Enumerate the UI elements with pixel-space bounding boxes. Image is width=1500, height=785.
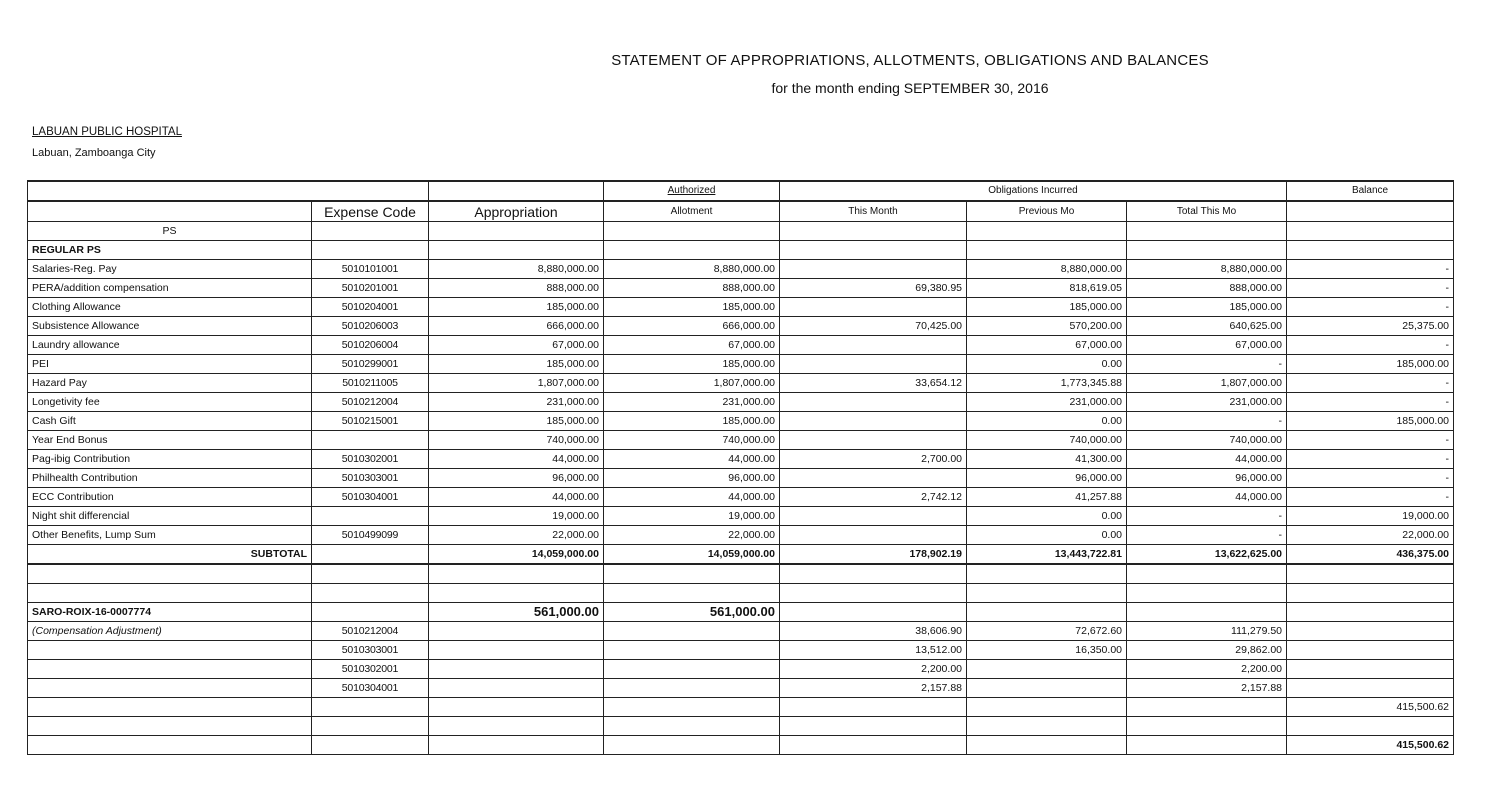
row-this-month	[780, 431, 967, 450]
section-regular-ps: REGULAR PS	[28, 241, 312, 260]
table-row	[28, 412, 1454, 431]
saro-previous: 16,350.00	[967, 641, 1127, 660]
row-balance: 19,000.00	[1287, 507, 1454, 526]
saro-subtitle: (Compensation Adjustment)	[28, 622, 312, 641]
row-appropriation: 740,000.00	[429, 431, 604, 450]
row-previous-mo: 185,000.00	[967, 298, 1127, 317]
saro-balance-row	[28, 698, 1454, 717]
row-balance: -	[1287, 260, 1454, 279]
row-this-month	[780, 336, 967, 355]
row-total-this-mo: -	[1127, 355, 1287, 374]
blank-row	[28, 584, 1454, 603]
row-name: Hazard Pay	[28, 374, 312, 393]
row-expense-code: 5010101001	[312, 260, 429, 279]
row-appropriation: 8,880,000.00	[429, 260, 604, 279]
row-previous-mo: 0.00	[967, 526, 1127, 545]
row-previous-mo: 96,000.00	[967, 469, 1127, 488]
row-previous-mo: 67,000.00	[967, 336, 1127, 355]
subtotal-allotment: 14,059,000.00	[604, 545, 780, 565]
header-total-this-mo: Total This Mo	[1127, 201, 1287, 222]
saro-this-month: 2,157.88	[780, 679, 967, 698]
saro-total: 29,862.00	[1127, 641, 1287, 660]
saro-this-month: 2,200.00	[780, 660, 967, 679]
row-appropriation: 67,000.00	[429, 336, 604, 355]
row-previous-mo: 740,000.00	[967, 431, 1127, 450]
saro-footer-row	[28, 736, 1454, 755]
row-expense-code: 5010302001	[312, 450, 429, 469]
row-expense-code: 5010303001	[312, 469, 429, 488]
saro-previous	[967, 660, 1127, 679]
row-previous-mo: 0.00	[967, 412, 1127, 431]
saro-detail-row	[28, 641, 1454, 660]
saro-code: 5010304001	[312, 679, 429, 698]
row-name: Longetivity fee	[28, 393, 312, 412]
table-row	[28, 374, 1454, 393]
table-row	[28, 431, 1454, 450]
row-allotment: 96,000.00	[604, 469, 780, 488]
row-this-month: 2,742.12	[780, 488, 967, 507]
row-total-this-mo: 231,000.00	[1127, 393, 1287, 412]
row-allotment: 8,880,000.00	[604, 260, 780, 279]
section-row-ps	[28, 222, 1454, 241]
row-appropriation: 185,000.00	[429, 412, 604, 431]
row-appropriation: 22,000.00	[429, 526, 604, 545]
row-balance: -	[1287, 374, 1454, 393]
header-this-month: This Month	[780, 201, 967, 222]
row-appropriation: 19,000.00	[429, 507, 604, 526]
table-row	[28, 526, 1454, 545]
row-this-month	[780, 298, 967, 317]
row-previous-mo: 570,200.00	[967, 317, 1127, 336]
row-this-month	[780, 355, 967, 374]
row-balance: -	[1287, 336, 1454, 355]
row-allotment: 666,000.00	[604, 317, 780, 336]
header-row-1	[28, 181, 1454, 201]
section-ps: PS	[28, 222, 312, 241]
row-appropriation: 96,000.00	[429, 469, 604, 488]
row-name: Year End Bonus	[28, 431, 312, 450]
row-allotment: 740,000.00	[604, 431, 780, 450]
blank-row	[28, 717, 1454, 736]
row-balance: 185,000.00	[1287, 355, 1454, 374]
saro-footer-balance: 415,500.62	[1287, 736, 1454, 755]
row-total-this-mo: 44,000.00	[1127, 488, 1287, 507]
row-name: Cash Gift	[28, 412, 312, 431]
row-allotment: 185,000.00	[604, 412, 780, 431]
line-items	[28, 260, 1454, 545]
row-allotment: 44,000.00	[604, 488, 780, 507]
row-appropriation: 185,000.00	[429, 298, 604, 317]
row-name: Other Benefits, Lump Sum	[28, 526, 312, 545]
row-expense-code: 5010499099	[312, 526, 429, 545]
table-row	[28, 317, 1454, 336]
header-obligations-incurred: Obligations Incurred	[780, 181, 1287, 201]
saro-detail-row	[28, 679, 1454, 698]
row-balance: -	[1287, 279, 1454, 298]
row-balance: -	[1287, 431, 1454, 450]
row-total-this-mo: 8,880,000.00	[1127, 260, 1287, 279]
row-allotment: 185,000.00	[604, 355, 780, 374]
row-allotment: 19,000.00	[604, 507, 780, 526]
table-row	[28, 279, 1454, 298]
row-allotment: 185,000.00	[604, 298, 780, 317]
row-previous-mo: 41,257.88	[967, 488, 1127, 507]
row-previous-mo: 41,300.00	[967, 450, 1127, 469]
row-balance: -	[1287, 488, 1454, 507]
saro-total: 2,200.00	[1127, 660, 1287, 679]
saro-this-month: 38,606.90	[780, 622, 967, 641]
row-total-this-mo: 185,000.00	[1127, 298, 1287, 317]
row-total-this-mo: 1,807,000.00	[1127, 374, 1287, 393]
row-balance: -	[1287, 450, 1454, 469]
row-this-month	[780, 393, 967, 412]
table-row	[28, 298, 1454, 317]
row-expense-code: 5010206004	[312, 336, 429, 355]
table-row	[28, 469, 1454, 488]
subtotal-balance: 436,375.00	[1287, 545, 1454, 565]
saro-code: 5010212004	[312, 622, 429, 641]
row-total-this-mo: 44,000.00	[1127, 450, 1287, 469]
row-balance: -	[1287, 393, 1454, 412]
row-expense-code: 5010215001	[312, 412, 429, 431]
saro-detail-row	[28, 660, 1454, 679]
row-balance: -	[1287, 469, 1454, 488]
row-previous-mo: 231,000.00	[967, 393, 1127, 412]
row-balance: 22,000.00	[1287, 526, 1454, 545]
row-total-this-mo: -	[1127, 507, 1287, 526]
row-total-this-mo: -	[1127, 412, 1287, 431]
table-row	[28, 488, 1454, 507]
row-total-this-mo: 740,000.00	[1127, 431, 1287, 450]
row-expense-code: 5010299001	[312, 355, 429, 374]
row-allotment: 1,807,000.00	[604, 374, 780, 393]
subtotal-this-month: 178,902.19	[780, 545, 967, 565]
row-this-month: 33,654.12	[780, 374, 967, 393]
row-total-this-mo: -	[1127, 526, 1287, 545]
row-allotment: 888,000.00	[604, 279, 780, 298]
row-name: Salaries-Reg. Pay	[28, 260, 312, 279]
row-this-month: 2,700.00	[780, 450, 967, 469]
row-name: PEI	[28, 355, 312, 374]
section-row-regular-ps	[28, 241, 1454, 260]
saro-allotment: 561,000.00	[604, 603, 780, 622]
row-total-this-mo: 640,625.00	[1127, 317, 1287, 336]
row-expense-code	[312, 431, 429, 450]
blank-row	[28, 564, 1454, 584]
row-appropriation: 44,000.00	[429, 450, 604, 469]
row-previous-mo: 0.00	[967, 355, 1127, 374]
row-allotment: 231,000.00	[604, 393, 780, 412]
row-appropriation: 185,000.00	[429, 355, 604, 374]
row-name: PERA/addition compensation	[28, 279, 312, 298]
subtotal-previous: 13,443,722.81	[967, 545, 1127, 565]
row-name: Night shit differencial	[28, 507, 312, 526]
subtotal-label: SUBTOTAL	[28, 545, 312, 565]
table-row	[28, 450, 1454, 469]
header-balance: Balance	[1287, 181, 1454, 201]
header-allotment: Allotment	[604, 201, 780, 222]
row-appropriation: 888,000.00	[429, 279, 604, 298]
row-previous-mo: 1,773,345.88	[967, 374, 1127, 393]
header-row-2	[28, 201, 1454, 222]
saro-appropriation: 561,000.00	[429, 603, 604, 622]
row-name: ECC Contribution	[28, 488, 312, 507]
saro-balance: 415,500.62	[1287, 698, 1454, 717]
saro-previous	[967, 679, 1127, 698]
row-previous-mo: 0.00	[967, 507, 1127, 526]
header-expense-code: Expense Code	[312, 201, 429, 222]
saro-label: SARO-ROIX-16-0007774	[28, 603, 312, 622]
row-expense-code: 5010204001	[312, 298, 429, 317]
row-this-month	[780, 469, 967, 488]
saro-previous: 72,672.60	[967, 622, 1127, 641]
report-title: STATEMENT OF APPROPRIATIONS, ALLOTMENTS, OBLIGATIONS AND BALANCES	[611, 52, 1209, 69]
row-expense-code: 5010211005	[312, 374, 429, 393]
row-expense-code: 5010206003	[312, 317, 429, 336]
row-this-month: 70,425.00	[780, 317, 967, 336]
row-allotment: 44,000.00	[604, 450, 780, 469]
saro-code: 5010303001	[312, 641, 429, 660]
row-expense-code: 5010212004	[312, 393, 429, 412]
table-row	[28, 260, 1454, 279]
row-expense-code: 5010304001	[312, 488, 429, 507]
row-previous-mo: 8,880,000.00	[967, 260, 1127, 279]
saro-detail-row	[28, 622, 1454, 641]
row-total-this-mo: 888,000.00	[1127, 279, 1287, 298]
row-name: Clothing Allowance	[28, 298, 312, 317]
row-name: Philhealth Contribution	[28, 469, 312, 488]
row-balance: 25,375.00	[1287, 317, 1454, 336]
row-total-this-mo: 96,000.00	[1127, 469, 1287, 488]
row-this-month	[780, 507, 967, 526]
subtotal-row	[28, 545, 1454, 565]
row-this-month: 69,380.95	[780, 279, 967, 298]
row-appropriation: 231,000.00	[429, 393, 604, 412]
organization-name: LABUAN PUBLIC HOSPITAL	[32, 126, 182, 138]
table-row	[28, 507, 1454, 526]
saro-total: 2,157.88	[1127, 679, 1287, 698]
saro-total: 111,279.50	[1127, 622, 1287, 641]
row-this-month	[780, 526, 967, 545]
row-balance: 185,000.00	[1287, 412, 1454, 431]
saro-code: 5010302001	[312, 660, 429, 679]
row-total-this-mo: 67,000.00	[1127, 336, 1287, 355]
subtotal-appropriation: 14,059,000.00	[429, 545, 604, 565]
table-row	[28, 393, 1454, 412]
organization-address: Labuan, Zamboanga City	[32, 147, 156, 159]
saro-row	[28, 603, 1454, 622]
row-appropriation: 666,000.00	[429, 317, 604, 336]
report-subtitle: for the month ending SEPTEMBER 30, 2016	[771, 80, 1049, 96]
row-this-month	[780, 260, 967, 279]
row-balance: -	[1287, 298, 1454, 317]
row-allotment: 67,000.00	[604, 336, 780, 355]
row-appropriation: 44,000.00	[429, 488, 604, 507]
header-previous-mo: Previous Mo	[967, 201, 1127, 222]
row-name: Laundry allowance	[28, 336, 312, 355]
header-appropriation: Appropriation	[429, 201, 604, 222]
row-expense-code: 5010201001	[312, 279, 429, 298]
row-previous-mo: 818,619.05	[967, 279, 1127, 298]
row-this-month	[780, 412, 967, 431]
table-row	[28, 336, 1454, 355]
table-row	[28, 355, 1454, 374]
appropriations-table	[27, 180, 1454, 755]
row-name: Subsistence Allowance	[28, 317, 312, 336]
row-appropriation: 1,807,000.00	[429, 374, 604, 393]
row-name: Pag-ibig Contribution	[28, 450, 312, 469]
header-authorized: Authorized	[604, 181, 780, 201]
row-allotment: 22,000.00	[604, 526, 780, 545]
subtotal-total: 13,622,625.00	[1127, 545, 1287, 565]
saro-this-month: 13,512.00	[780, 641, 967, 660]
row-expense-code	[312, 507, 429, 526]
